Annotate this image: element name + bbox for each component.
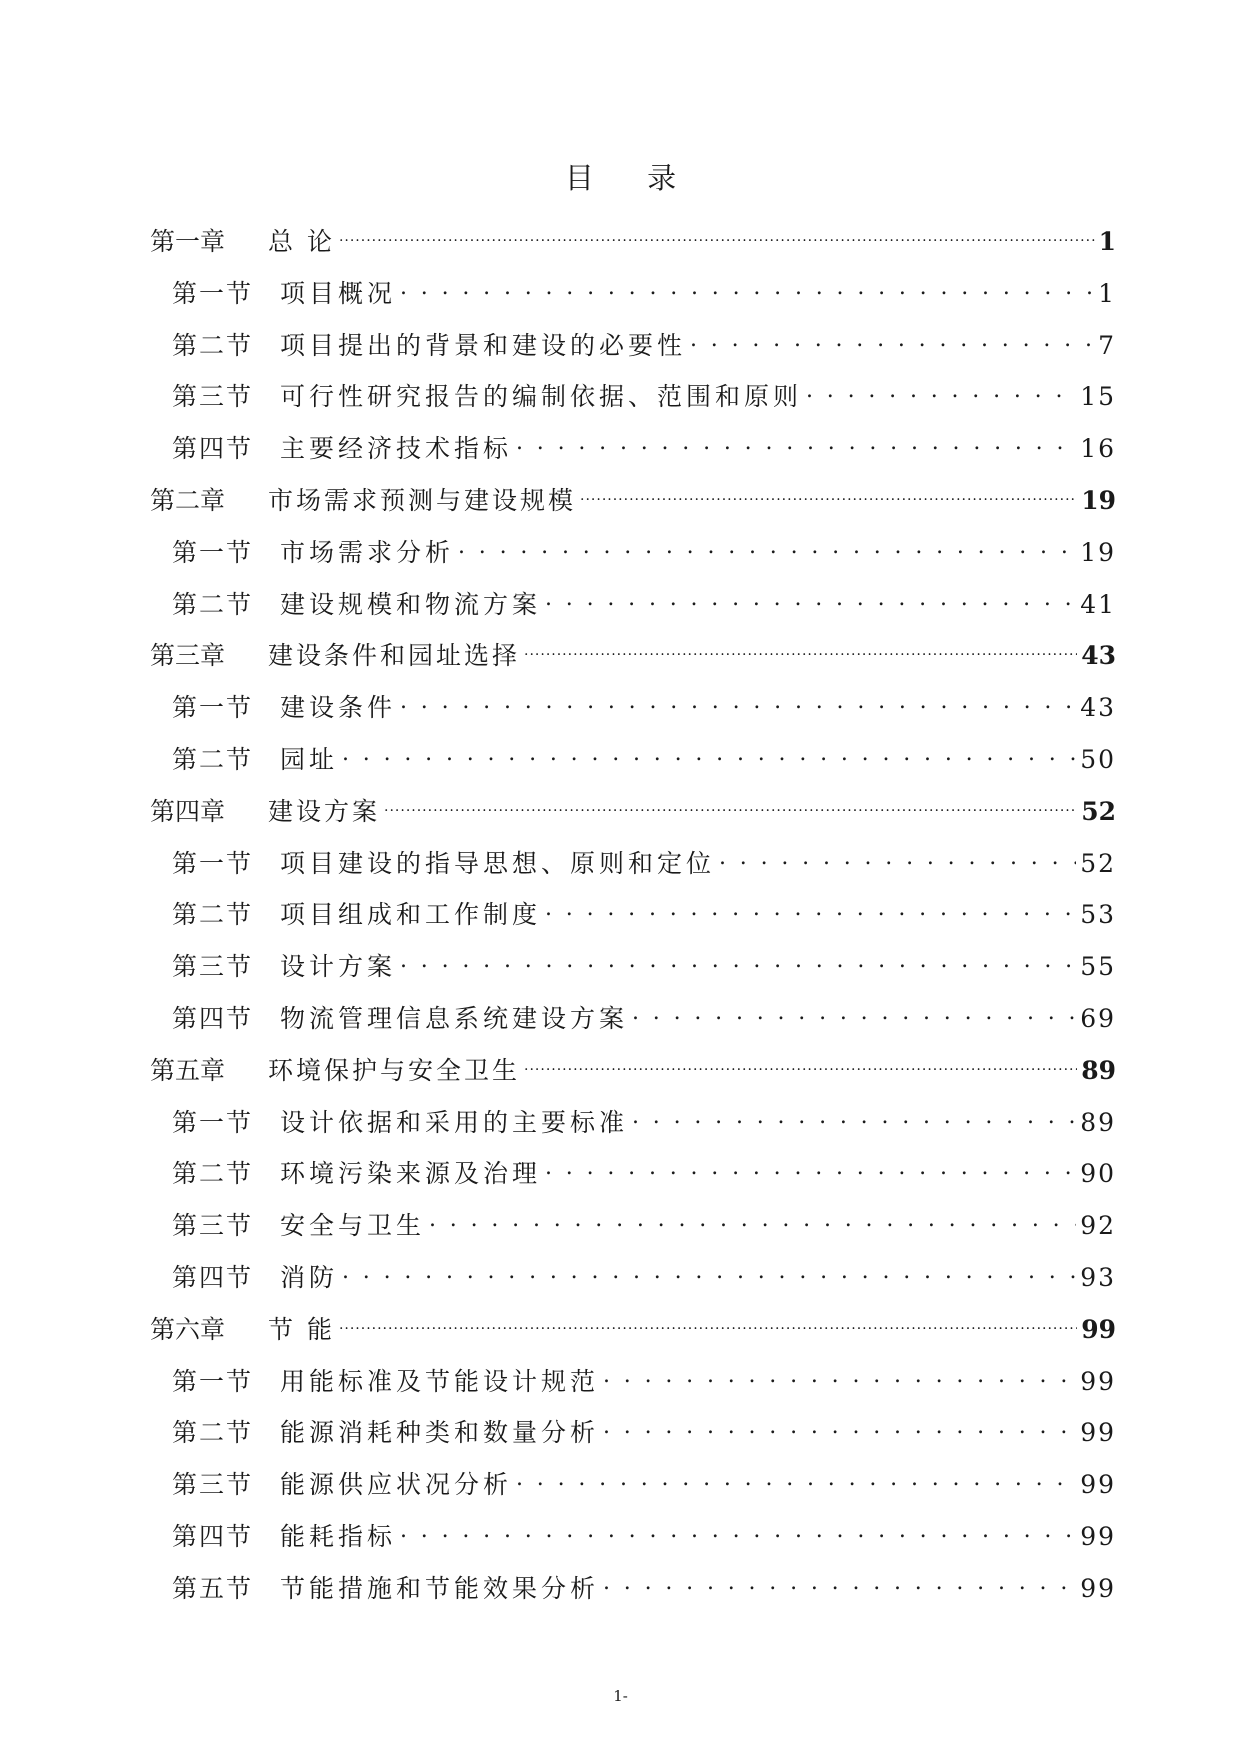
toc-chapter-row[interactable] [150, 780, 1116, 832]
toc-section-text: 安全与卫生 [280, 1211, 426, 1241]
toc-dot-leader [400, 262, 1094, 302]
toc-dot-leader [632, 1091, 1076, 1131]
toc-section-label: 第四节 [172, 1262, 254, 1292]
toc-page-number: 19 [1080, 537, 1116, 567]
toc-chapter-row[interactable] [150, 210, 1116, 262]
toc-dot-leader [339, 210, 1095, 250]
toc-chapter-label: 第二章 [150, 485, 226, 515]
toc-dot-leader [400, 1505, 1076, 1545]
toc-dot-leader [690, 314, 1094, 354]
toc-section-label: 第一节 [172, 537, 254, 567]
toc-section-row[interactable] [150, 417, 1116, 469]
toc-dot-leader [400, 676, 1076, 716]
toc-section-label: 第三节 [172, 382, 254, 412]
toc-section-label: 第二节 [172, 1418, 254, 1448]
toc-dot-leader [516, 1453, 1076, 1493]
toc-section-row[interactable] [150, 1401, 1116, 1453]
toc-section-label: 第二节 [172, 1159, 254, 1189]
toc-chapter-label: 第六章 [150, 1314, 226, 1344]
toc-section-row[interactable] [150, 1194, 1116, 1246]
toc-page-number: 99 [1080, 1470, 1116, 1500]
toc-page-number: 90 [1080, 1159, 1116, 1189]
toc-section-text: 消防 [280, 1262, 339, 1292]
toc-dot-leader [545, 573, 1076, 613]
toc-section-label: 第五节 [172, 1573, 254, 1603]
toc-page-number: 89 [1080, 1107, 1116, 1137]
toc-page-number: 1 [1098, 227, 1116, 256]
toc-dot-leader [524, 624, 1077, 664]
toc-dot-leader [384, 780, 1077, 820]
toc-section-label: 第一节 [172, 1366, 254, 1396]
toc-section-row[interactable] [150, 1091, 1116, 1143]
toc-section-text: 项目建设的指导思想、原则和定位 [280, 848, 716, 878]
toc-chapter-text: 建设条件和园址选择 [268, 641, 521, 671]
toc-section-text: 项目概况 [280, 278, 397, 308]
toc-dot-leader [580, 469, 1077, 509]
toc-page-number: 99 [1080, 1418, 1116, 1448]
toc-section-row[interactable] [150, 1350, 1116, 1402]
toc-section-row[interactable] [150, 573, 1116, 625]
toc-title: 目 录 [564, 161, 699, 195]
toc-dot-leader [632, 987, 1076, 1027]
toc-chapter-label: 第四章 [150, 796, 226, 826]
page-footer-number: 1- [613, 1687, 628, 1705]
toc-section-label: 第三节 [172, 952, 254, 982]
toc-chapter-text: 市场需求预测与建设规模 [268, 485, 577, 515]
toc-section-row[interactable] [150, 728, 1116, 780]
toc-chapter-label: 第一章 [150, 227, 226, 256]
toc-section-text: 物流管理信息系统建设方案 [280, 1003, 629, 1033]
toc-page-number: 99 [1080, 1521, 1116, 1551]
toc-page-number: 15 [1080, 382, 1116, 412]
toc-section-row[interactable] [150, 1246, 1116, 1298]
toc-chapter-row[interactable] [150, 1298, 1116, 1350]
toc-section-row[interactable] [150, 1557, 1116, 1609]
toc-page-number: 93 [1080, 1262, 1116, 1292]
toc-section-row[interactable] [150, 1453, 1116, 1505]
toc-section-label: 第二节 [172, 744, 254, 774]
toc-dot-leader [603, 1401, 1076, 1441]
toc-page-number: 69 [1080, 1003, 1116, 1033]
toc-dot-leader [545, 883, 1076, 923]
toc-section-text: 建设条件 [280, 693, 397, 723]
toc-section-label: 第一节 [172, 1107, 254, 1137]
toc-dot-leader [524, 1039, 1077, 1079]
toc-dot-leader [603, 1350, 1076, 1390]
toc-page-number: 99 [1081, 1314, 1116, 1344]
toc-dot-leader [342, 1246, 1076, 1286]
toc-page-number: 52 [1080, 848, 1116, 878]
toc-dot-leader [400, 935, 1076, 975]
toc-section-text: 项目提出的背景和建设的必要性 [280, 330, 687, 360]
toc-section-text: 用能标准及节能设计规范 [280, 1366, 600, 1396]
toc-section-row[interactable] [150, 935, 1116, 987]
toc-page-number: 89 [1081, 1055, 1116, 1085]
toc-section-text: 能源供应状况分析 [280, 1470, 513, 1500]
toc-section-text: 园址 [280, 744, 339, 774]
toc-dot-leader [806, 365, 1076, 405]
toc-dot-leader [342, 728, 1076, 768]
toc-chapter-text: 总 论 [268, 227, 335, 256]
toc-chapter-label: 第五章 [150, 1055, 226, 1085]
toc-section-text: 节能措施和节能效果分析 [280, 1573, 600, 1603]
toc-section-row[interactable] [150, 262, 1116, 314]
toc-dot-leader [339, 1298, 1077, 1338]
toc-page-number: 55 [1080, 952, 1116, 982]
toc-section-row[interactable] [150, 1142, 1116, 1194]
toc-section-row[interactable] [150, 832, 1116, 884]
toc-section-label: 第三节 [172, 1211, 254, 1241]
toc-page-number: 99 [1080, 1573, 1116, 1603]
toc-dot-leader [429, 1194, 1076, 1234]
toc-section-label: 第二节 [172, 589, 254, 619]
toc-dot-leader [516, 417, 1076, 457]
toc-chapter-row[interactable] [150, 624, 1116, 676]
toc-page-number: 52 [1081, 796, 1116, 826]
toc-section-row[interactable] [150, 676, 1116, 728]
toc-section-label: 第四节 [172, 1521, 254, 1551]
toc-list [150, 210, 1116, 1609]
toc-page-number: 19 [1081, 485, 1116, 515]
toc-section-text: 环境污染来源及治理 [280, 1159, 542, 1189]
toc-section-text: 能耗指标 [280, 1521, 397, 1551]
toc-section-text: 建设规模和物流方案 [280, 589, 542, 619]
toc-chapter-row[interactable] [150, 1039, 1116, 1091]
toc-section-text: 设计方案 [280, 952, 397, 982]
toc-section-row[interactable] [150, 365, 1116, 417]
toc-section-text: 项目组成和工作制度 [280, 900, 542, 930]
toc-section-text: 主要经济技术指标 [280, 434, 513, 464]
toc-section-label: 第二节 [172, 900, 254, 930]
toc-section-label: 第四节 [172, 1003, 254, 1033]
toc-page-number: 7 [1098, 330, 1116, 360]
toc-chapter-text: 环境保护与安全卫生 [268, 1055, 521, 1085]
toc-dot-leader [458, 521, 1076, 561]
toc-section-text: 设计依据和采用的主要标准 [280, 1107, 629, 1137]
toc-section-label: 第一节 [172, 693, 254, 723]
toc-page-number: 43 [1080, 693, 1116, 723]
toc-page-number: 1 [1098, 278, 1116, 308]
toc-section-text: 市场需求分析 [280, 537, 455, 567]
toc-section-row[interactable] [150, 1505, 1116, 1557]
toc-chapter-text: 节 能 [268, 1314, 335, 1344]
toc-section-label: 第一节 [172, 848, 254, 878]
toc-page-number: 43 [1081, 641, 1116, 671]
toc-page-number: 99 [1080, 1366, 1116, 1396]
toc-section-row[interactable] [150, 883, 1116, 935]
toc-section-label: 第一节 [172, 278, 254, 308]
toc-chapter-text: 建设方案 [268, 796, 381, 826]
toc-dot-leader [719, 832, 1076, 872]
toc-page-number: 53 [1080, 900, 1116, 930]
toc-page-number: 92 [1080, 1211, 1116, 1241]
toc-section-row[interactable] [150, 314, 1116, 366]
toc-page-number: 41 [1080, 589, 1116, 619]
toc-chapter-row[interactable] [150, 469, 1116, 521]
toc-page-number: 50 [1080, 744, 1116, 774]
toc-section-label: 第四节 [172, 434, 254, 464]
toc-section-text: 可行性研究报告的编制依据、范围和原则 [280, 382, 803, 412]
toc-page-number: 16 [1080, 434, 1116, 464]
toc-section-row[interactable] [150, 521, 1116, 573]
toc-dot-leader [545, 1142, 1076, 1182]
toc-section-row[interactable] [150, 987, 1116, 1039]
toc-section-label: 第三节 [172, 1470, 254, 1500]
toc-dot-leader [603, 1557, 1076, 1597]
toc-section-label: 第二节 [172, 330, 254, 360]
toc-section-text: 能源消耗种类和数量分析 [280, 1418, 600, 1448]
toc-chapter-label: 第三章 [150, 641, 226, 671]
